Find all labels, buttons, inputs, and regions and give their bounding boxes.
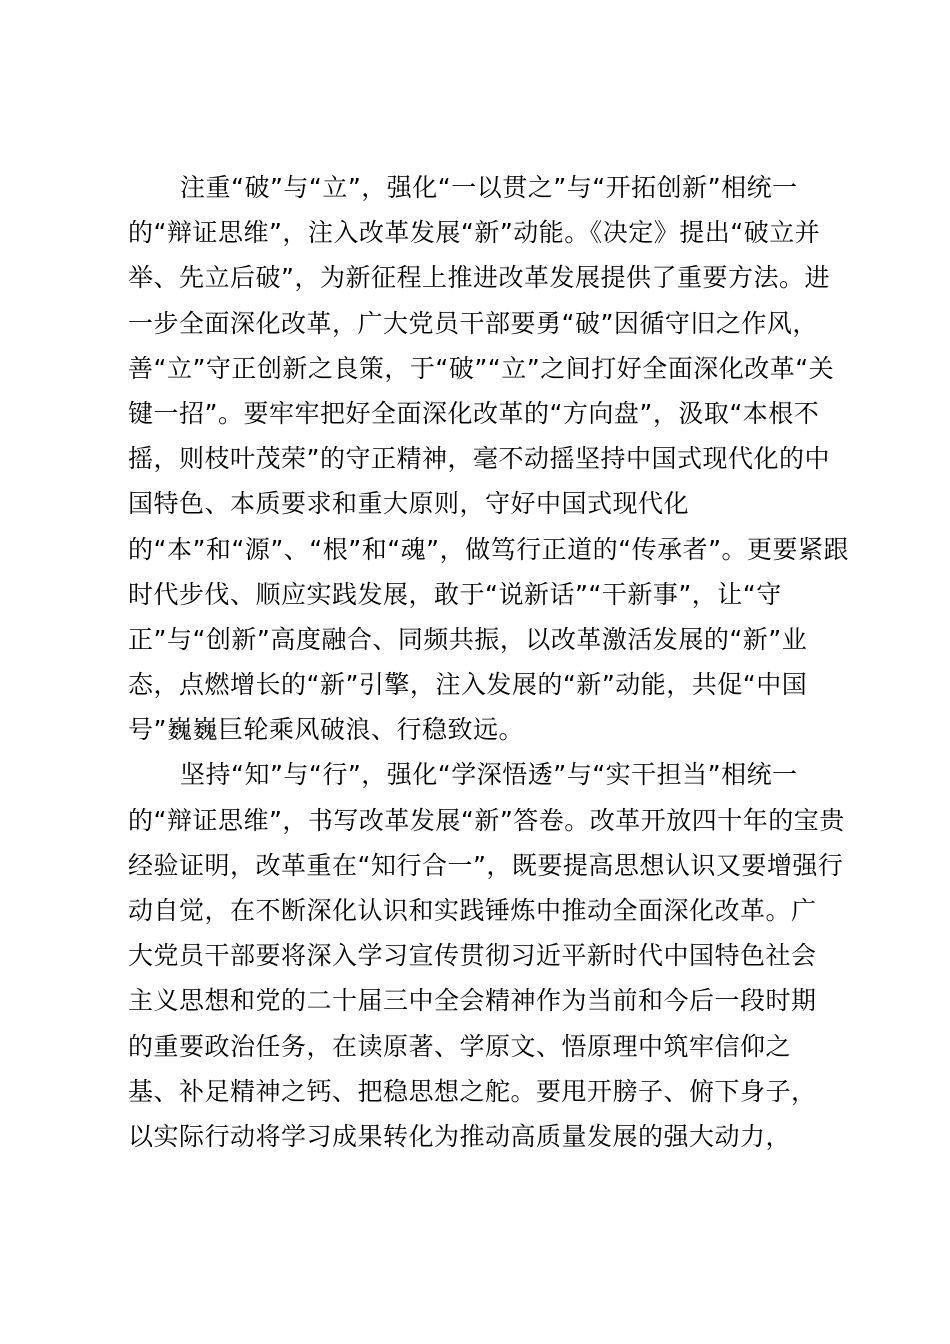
paragraph-2	[128, 752, 848, 1159]
text-line: 以实际行动将学习成果转化为推动高质量发展的强大动力，	[128, 1121, 792, 1151]
text-line: 一步全面深化改革，广大党员干部要勇“破”因循守旧之作风，	[128, 308, 818, 338]
text-line: 国特色、本质要求和重大原则，守好中国式现代化	[128, 489, 690, 519]
text-line: 善“立”守正创新之良策，于“破”“立”之间打好全面深化改革“关	[128, 353, 835, 383]
text-line: 态，点燃增长的“新”引擎，注入发展的“新”动能，共促“中国	[128, 670, 808, 700]
text-line: 基、补足精神之钙、把稳思想之舵。要甩开膀子、俯下身子，	[128, 1076, 817, 1106]
text-line: 动自觉，在不断深化认识和实践锤炼中推动全面深化改革。广	[128, 896, 817, 925]
text-line: 主义思想和党的二十届三中全会精神作为当前和今后一段时期	[128, 986, 817, 1016]
text-line: 的“辩证思维”，书写改革发展“新”答卷。改革开放四十年的宝贵	[128, 805, 845, 835]
text-line: 经验证明，改革重在“知行合一”，既要提高思想认识又要增强行	[128, 850, 844, 880]
paragraph-1	[128, 165, 848, 752]
text-line: 摇，则枝叶茂荣”的守正精神，毫不动摇坚持中国式现代化的中	[128, 444, 830, 474]
text-line: 注重“破”与“立”，强化“一以贯之”与“开拓创新”相统一	[180, 173, 798, 202]
text-line: 键一招”。要牢牢把好全面深化改革的“方向盘”，汲取“本根不	[128, 398, 820, 428]
text-line: 的“本”和“源”、“根”和“魂”，做笃行正道的“传承者”。更要紧跟	[128, 534, 850, 564]
text-line: 大党员干部要将深入学习宣传贯彻习近平新时代中国特色社会	[128, 941, 817, 971]
text-line: 正”与“创新”高度融合、同频共振，以改革激活发展的“新”业	[128, 624, 808, 654]
text-line: 的“辩证思维”，注入改革发展“新”动能。《决定》提出“破立并	[128, 218, 821, 248]
text-line: 坚持“知”与“行”，强化“学深悟透”与“实干担当”相统一	[180, 760, 798, 790]
text-line: 的重要政治任务，在读原著、学原文、悟原理中筑牢信仰之	[128, 1031, 792, 1061]
text-line: 号”巍巍巨轮乘风破浪、行稳致远。	[128, 715, 524, 745]
text-line: 时代步伐、顺应实践发展，敢于“说新话”“干新事”，让“守	[128, 579, 782, 609]
document-body	[128, 165, 848, 1159]
text-line: 举、先立后破”，为新征程上推进改革发展提供了重要方法。进	[128, 263, 830, 293]
